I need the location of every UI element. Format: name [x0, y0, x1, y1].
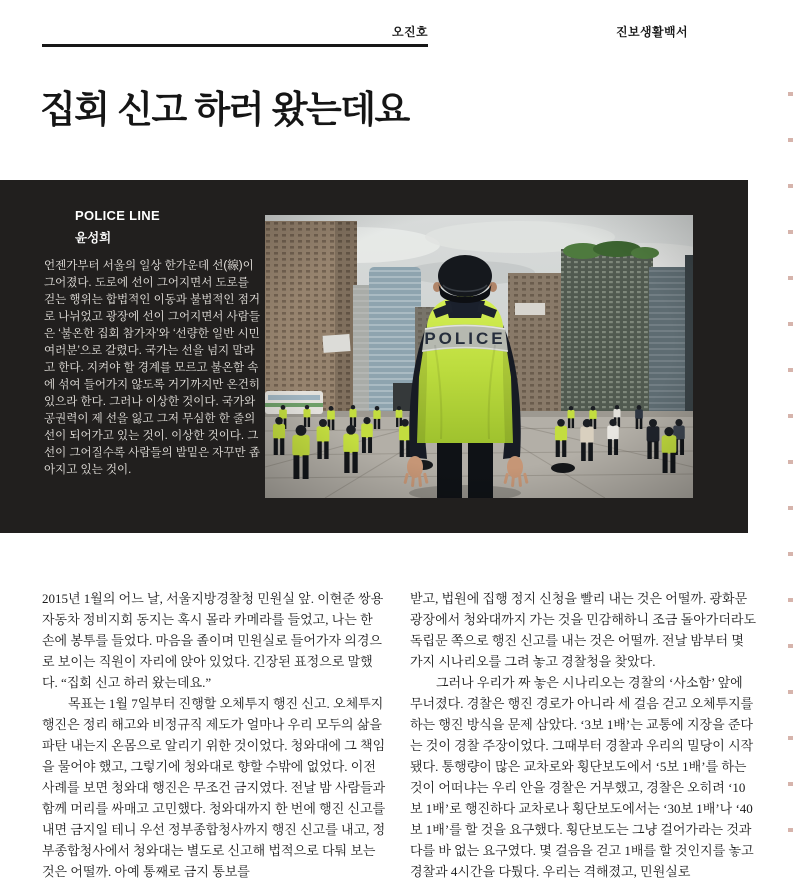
feature-photo [265, 215, 693, 498]
header-rule [42, 44, 428, 47]
page-edge-print-marks [788, 92, 793, 862]
article-body [42, 588, 756, 882]
article-paragraph: 받고, 법원에 집행 정지 신청을 빨리 내는 것은 어떨까. 광화문 광장에서 청와대까지 가는 것을 민감해하니 조금 돌아가더라도 독립문 쪽으로 행진 신고를 내는 것은 어떨까. 전날 밤부터 몇 가지 시나리오를 그려 놓고 경찰청을 찾았다. [410, 591, 757, 669]
author-name: 오진호 [392, 25, 428, 39]
photo-caption [44, 208, 260, 479]
feature-box [0, 180, 748, 533]
article-paragraph: 목표는 1월 7일부터 진행할 오체투지 행진 신고. 오체투지 행진은 정리 해고와 비정규직 제도가 얼마나 우리 모두의 삶을 파탄 내는지 온몸으로 알리기 위한 것이었다. 청와대에 그 책임을 물어야 했고, 그렇기에 청와대로 향할 수밖에 없었다. 이전 사례를 보면 청와대 행진은 무조건 금지였다. 전날 밤 사람들과 함께 머리를 싸매고 고민했다. 청와대까지 한 번에 행진 신고를 내면 금지일 테니 우선 정부종합청사까지 행진 신고를 내고, 정부종합청사에서 청와대는 별도로 신고해 법적으로 다퉈 보는 것은 어떨까. 아예 통째로 금지 통보를 [42, 696, 386, 879]
article-column-left [42, 588, 388, 882]
page-title: 집회 신고 하러 왔는데요 [40, 88, 409, 130]
series-title: 진보생활백서 [616, 25, 688, 39]
article-paragraph: 2015년 1월의 어느 날, 서울지방경찰청 민원실 앞. 이현준 쌍용자동차 정비지회 동지는 혹시 몰라 카메라를 들었고, 나는 한 손에 봉투를 들었다. 마음을 졸이며 민원실로 들어가자 의경으로 보이는 직원이 자리에 앉아 있었다. 긴장된 표정으로 말했다. “집회 신고 하러 왔는데요.” [42, 591, 384, 690]
article-paragraph: 그러나 우리가 짜 놓은 시나리오는 경찰의 ‘사소함’ 앞에 무너졌다. 경찰은 행진 경로가 아니라 세 걸음 걷고 오체투지를 하는 행진 방식을 문제 삼았다. ‘3보 1배’는 교통에 지장을 준다는 것이 경찰 주장이었다. 그때부터 경찰과 우리의 밀당이 시작됐다. 통행량이 많은 교차로와 횡단보도에서 ‘5보 1배’를 하는 것이 어떠냐는 우리 안을 경찰은 거부했고, 경찰은 오히려 ‘10보 1배’로 행진하다 교차로나 횡단보도에서는 ‘30보 1배’나 ‘40보 1배’를 할 것을 요구했다. 횡단보도는 그냥 걸어가라는 것과 다를 바 없는 요구였다. 몇 걸음을 걷고 1배를 할 것인지를 놓고 경찰과 4시간을 다퉜다. 우리는 격해졌고, 민원실로 [410, 675, 754, 879]
photo-caption-credit: 윤성희 [75, 231, 112, 245]
article-column-right [410, 588, 756, 882]
photo-caption-body: 언젠가부터 서울의 일상 한가운데 선(線)이 그어졌다. 도로에 선이 그어지면서 도로를 걷는 행위는 합법적인 이동과 불법적인 점거로 나뉘었고 광장에 선이 그어지면서 사람들은 ‘불온한 집회 참가자’와 ‘선량한 일반 시민 여러분’으로 갈렸다. 국가는 선을 넘지 말라고 한다. 지켜야 할 경계를 모르고 불온함 속에 섞여 들어가지 않도록 거기까지만 온건히 있으라 한다. 그러나 이상한 것이다. 국가와 공권력이 제 선을 잃고 그저 무심한 한 줄의 선이 되어가고 있는 것이. 이상한 것이다. 그 선이 그어질수록 사람들의 발밑은 자꾸만 좁아지고 있는 것이. [44, 260, 260, 476]
photo-caption-heading: POLICE LINE [75, 208, 160, 223]
